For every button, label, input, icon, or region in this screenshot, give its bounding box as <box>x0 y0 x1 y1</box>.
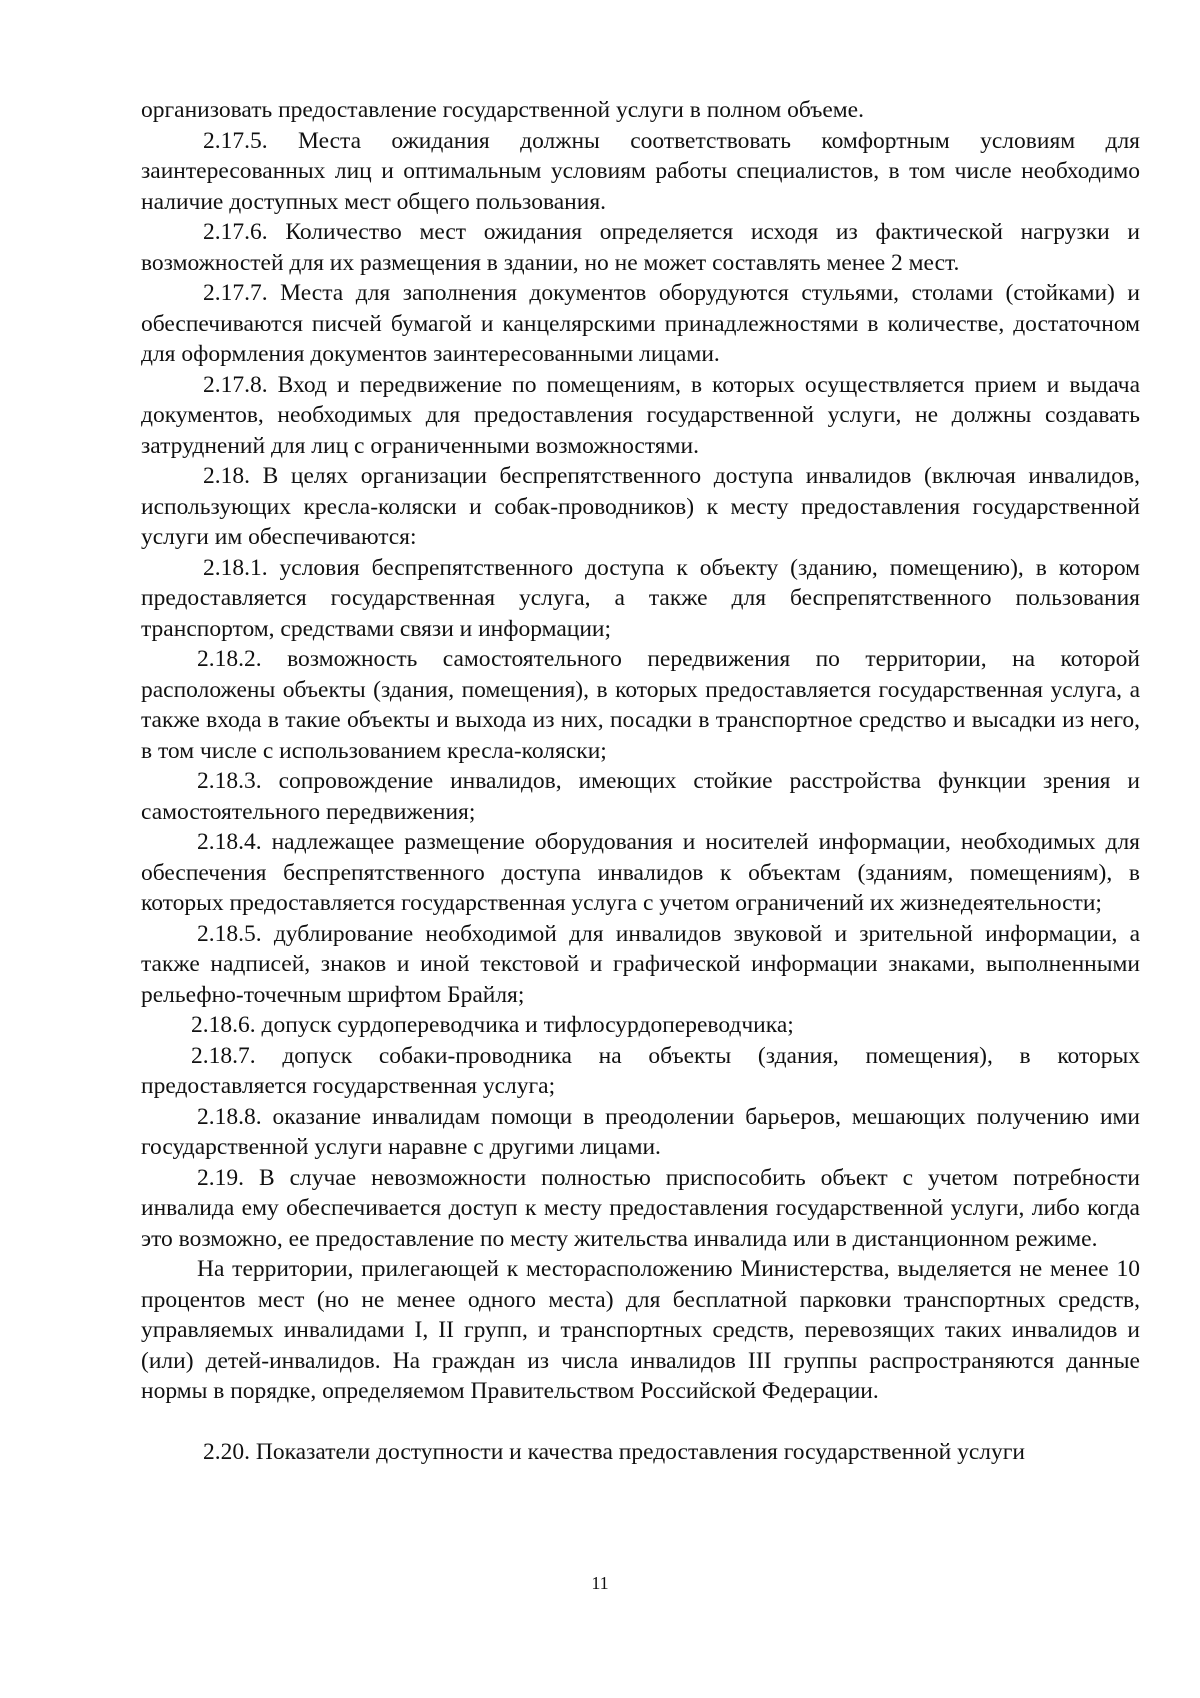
document-body <box>141 95 1140 1468</box>
paragraph-continuation: организовать предоставление государственной услуги в полном объеме. <box>141 97 864 123</box>
paragraph-2-18-1: 2.18.1. условия беспрепятственного доступа к объекту (зданию, помещению), в котором предоставляется государственная услуга, а также для беспрепятственного пользования транспортом, средствами связи и информации; <box>141 554 1140 642</box>
paragraph-2-18-7: 2.18.7. допуск собаки-проводника на объекты (здания, помещения), в которых предоставляется государственная услуга; <box>141 1042 1140 1099</box>
paragraph-2-18-5: 2.18.5. дублирование необходимой для инвалидов звуковой и зрительной информации, а также надписей, знаков и иной текстовой и графической информации знаками, выполненными рельефно-точечным шрифтом Брайля; <box>141 920 1140 1008</box>
paragraph-2-18-4: 2.18.4. надлежащее размещение оборудования и носителей информации, необходимых для обеспечения беспрепятственного доступа инвалидов к объектам (зданиям, помещениям), в которых предоставляется государственная услуга с учетом ограничений их жизнедеятельности; <box>141 829 1140 916</box>
paragraph-2-18: 2.18. В целях организации беспрепятственного доступа инвалидов (включая инвалидов, использующих кресла-коляски и собак-проводников) к месту предоставления государственной услуги им обеспечиваются: <box>141 463 1140 550</box>
section-heading-2-20: 2.20. Показатели доступности и качества предоставления государственной услуги <box>203 1439 1025 1465</box>
paragraph-2-18-8: 2.18.8. оказание инвалидам помощи в преодолении барьеров, мешающих получению ими государственной услуги наравне с другими лицами. <box>141 1103 1140 1160</box>
paragraph-2-17-5: 2.17.5. Места ожидания должны соответствовать комфортным условиям для заинтересованных лиц и оптимальным условиям работы специалистов, в том числе необходимо наличие доступных мест общего пользования. <box>141 127 1140 215</box>
paragraph-2-18-3: 2.18.3. сопровождение инвалидов, имеющих стойкие расстройства функции зрения и самостоятельного передвижения; <box>141 768 1140 825</box>
page-number: 11 <box>591 1573 609 1593</box>
paragraph-2-19: 2.19. В случае невозможности полностью приспособить объект с учетом потребности инвалида ему обеспечивается доступ к месту предоставления государственной услуги, либо когда это возможно, ее предоставление по месту жительства инвалида или в дистанционном режиме. <box>141 1164 1140 1252</box>
paragraph-2-17-7: 2.17.7. Места для заполнения документов оборудуются стульями, столами (стойками) и обеспечиваются писчей бумагой и канцелярскими принадлежностями в количестве, достаточном для оформления документов заинтересованными лицами. <box>141 280 1140 367</box>
paragraph-2-18-2: 2.18.2. возможность самостоятельного передвижения по территории, на которой расположены объекты (здания, помещения), в которых предоставляется государственная услуга, а также входа в такие объекты и выхода из них, посадки в транспортное средство и высадки из него, в том числе с использованием кресла-коляски; <box>141 646 1140 764</box>
paragraph-parking: На территории, прилегающей к месторасположению Министерства, выделяется не менее 10 процентов мест (но не менее одного места) для бесплатной парковки транспортных средств, управляемых инвалидами I, II групп, и транспортных средств, перевозящих таких инвалидов и (или) детей-инвалидов. На граждан из числа инвалидов III группы распространяются данные нормы в порядке, определяемом Правительством Российской Федерации. <box>141 1256 1140 1404</box>
paragraph-2-17-8: 2.17.8. Вход и передвижение по помещениям, в которых осуществляется прием и выдача документов, необходимых для предоставления государственной услуги, не должны создавать затруднений для лиц с ограниченными возможностями. <box>141 371 1140 459</box>
paragraph-2-18-6: 2.18.6. допуск сурдопереводчика и тифлосурдопереводчика; <box>191 1012 794 1038</box>
paragraph-2-17-6: 2.17.6. Количество мест ожидания определяется исходя из фактической нагрузки и возможностей для их размещения в здании, но не может составлять менее 2 мест. <box>141 219 1140 276</box>
